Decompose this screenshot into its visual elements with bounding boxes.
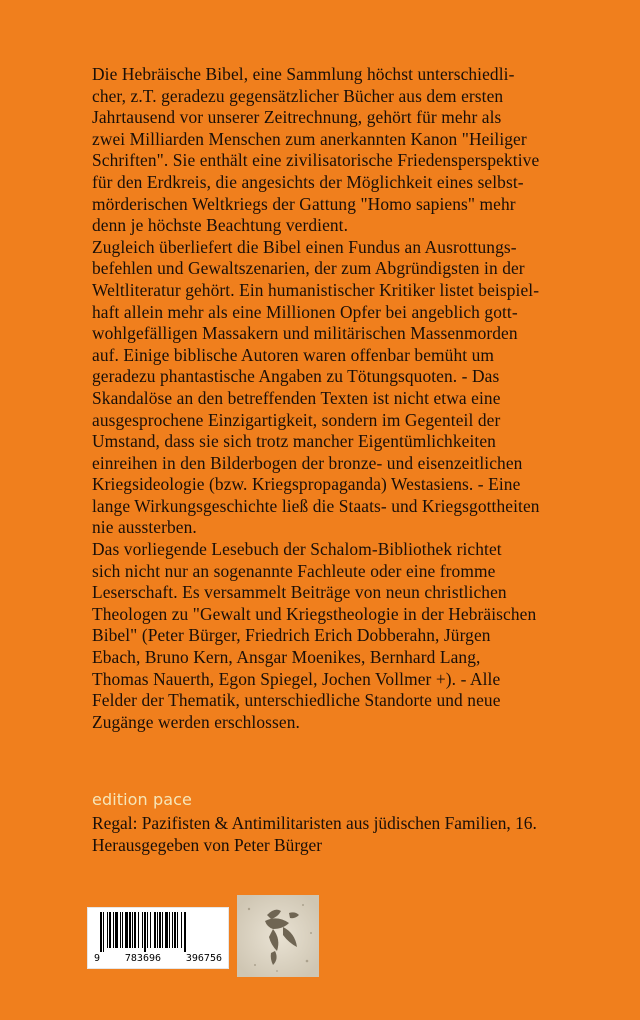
blurb-line: geradezu phantastische Angaben zu Tötungsquoten. - Das — [92, 366, 500, 387]
blurb-line: Das vorliegende Lesebuch der Schalom-Bibliothek richtet — [92, 539, 502, 560]
barcode-group-2: 396756 — [185, 953, 222, 964]
blurb-line: Schriften". Sie enthält eine zivilisatorische Friedensperspektive — [92, 150, 540, 171]
blurb-line: zwei Milliarden Menschen zum anerkannten Kanon "Heiliger — [92, 128, 527, 149]
blurb-line: cher, z.T. geradezu gegensätzlicher Bücher aus dem ersten — [92, 85, 504, 106]
editor-line: Herausgegeben von Peter Bürger — [92, 835, 323, 855]
series-line: Regal: Pazifisten & Antimilitaristen aus jüdischen Familien, 16. — [92, 813, 537, 833]
blurb-line: sich nicht nur an sogenannte Fachleute oder eine fromme — [92, 560, 496, 581]
blurb-line: Ebach, Bruno Kern, Ansgar Moenikes, Bernhard Lang, — [92, 647, 481, 668]
isbn-barcode — [87, 907, 229, 969]
dove-stamp-logo-icon — [237, 895, 319, 977]
blurb-line: nie aussterben. — [92, 517, 197, 538]
barcode-digit-lead: 9 — [94, 953, 101, 964]
blurb-line: ausgesprochene Einzigartigkeit, sondern im Gegenteil der — [92, 409, 501, 430]
blurb-line: Felder der Thematik, unterschiedliche Standorte und neue — [92, 690, 501, 711]
blurb-line: Bibel" (Peter Bürger, Friedrich Erich Dobberahn, Jürgen — [92, 625, 491, 646]
blurb-line: lange Wirkungsgeschichte ließ die Staats- und Kriegsgottheiten — [92, 495, 540, 516]
blurb-line: Weltliteratur gehört. Ein humanistischer Kritiker listet beispiel- — [92, 279, 540, 300]
blurb-line: für den Erdkreis, die angesichts der Möglichkeit eines selbst- — [92, 171, 524, 192]
blurb-line: Jahrtausend vor unserer Zeitrechnung, gehört für mehr als — [92, 107, 502, 128]
blurb-paragraph-1 — [92, 64, 562, 237]
blurb-line: mörderischen Weltkriegs der Gattung "Homo sapiens" mehr — [92, 193, 516, 214]
blurb-line: auf. Einige biblische Autoren waren offenbar bemüht um — [92, 344, 495, 365]
blurb-line: haft allein mehr als eine Millionen Opfer bei angeblich gott- — [92, 301, 518, 322]
blurb-line: Umstand, dass sie sich trotz mancher Eigentümlichkeiten — [92, 431, 496, 452]
blurb-line: Zugleich überliefert die Bibel einen Fundus an Ausrottungs- — [92, 236, 517, 257]
blurb-paragraph-2 — [92, 237, 562, 539]
barcode-group-1: 783696 — [124, 953, 162, 964]
barcode-digits — [94, 953, 222, 964]
blurb-line: befehlen und Gewaltszenarien, der zum Abgründigsten in der — [92, 258, 525, 279]
blurb-line: Kriegsideologie (bzw. Kriegspropaganda) Westasiens. - Eine — [92, 474, 521, 495]
blurb-line: denn je höchste Beachtung verdient. — [92, 215, 349, 236]
blurb-line: Thomas Nauerth, Egon Spiegel, Jochen Vollmer +). - Alle — [92, 668, 501, 689]
blurb-line: Skandalöse an den betreffenden Texten ist nicht etwa eine — [92, 387, 501, 408]
blurb-line: Zugänge werden erschlossen. — [92, 711, 300, 732]
blurb-line: Theologen zu "Gewalt und Kriegstheologie in der Hebräischen — [92, 603, 537, 624]
blurb-text — [92, 64, 562, 733]
publisher-name: edition pace — [92, 790, 192, 809]
blurb-paragraph-3 — [92, 539, 562, 733]
blurb-line: wohlgefälligen Massakern und militärischen Massenmorden — [92, 323, 518, 344]
blurb-line: Leserschaft. Es versammelt Beiträge von neun christlichen — [92, 582, 507, 603]
blurb-line: einreihen in den Bilderbogen der bronze- und eisenzeitlichen — [92, 452, 523, 473]
barcode-bars — [94, 912, 222, 952]
series-info — [92, 812, 572, 856]
blurb-line: Die Hebräische Bibel, eine Sammlung höchst unterschiedli- — [92, 64, 515, 84]
